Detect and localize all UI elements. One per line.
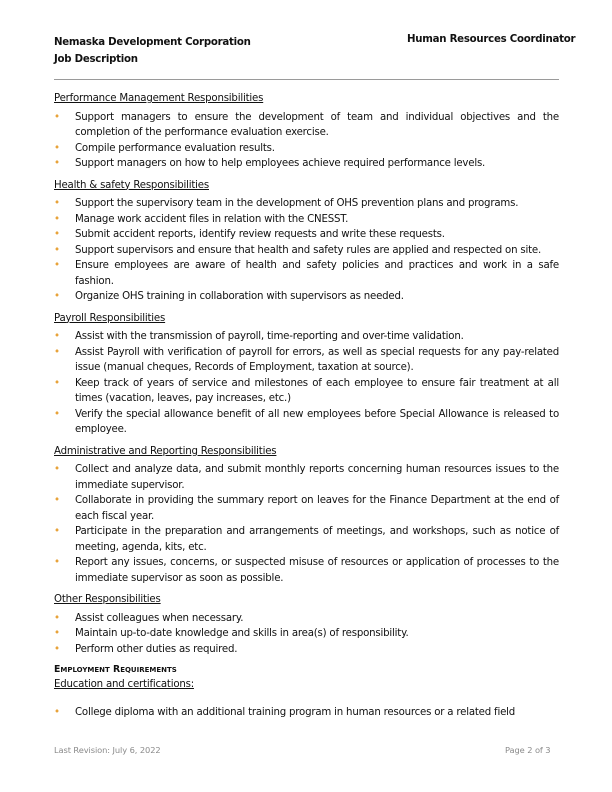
bullet-icon: • — [54, 643, 60, 655]
list-item-text: Organize OHS training in collaboration with supervisors as needed. — [75, 291, 404, 302]
document-type: Job Description — [54, 54, 138, 65]
list-item — [54, 196, 559, 212]
bullet-icon: • — [54, 229, 60, 240]
employment-requirements-heading — [54, 663, 559, 677]
list-item-text: Assist colleagues when necessary. — [75, 612, 244, 624]
list-item-text: Support managers on how to help employees achieve required performance levels. — [75, 158, 486, 169]
employment-requirements-heading-text: Employment Requirements — [54, 664, 177, 675]
list-item — [54, 329, 559, 345]
bullet-icon: • — [54, 158, 60, 169]
list-item-text: Keep track of years of service and milestones of each employee to ensure fair treatment at all times (vacation, leaves, pay increases, etc.) — [75, 377, 559, 404]
bullet-list — [54, 329, 559, 438]
bullet-icon: • — [54, 331, 60, 342]
education-subheading: Education and certifications: — [54, 679, 194, 690]
list-item — [54, 462, 559, 493]
section-heading: Health & safety Responsibilities — [54, 179, 209, 191]
bullet-icon: • — [54, 464, 60, 475]
section-heading: Performance Management Responsibilities — [54, 93, 264, 104]
list-item-text: Support managers to ensure the development of team and individual objectives and the completion of the performance evaluation exercise. — [75, 111, 559, 138]
list-item-text: Submit accident reports, identify review requests and write these requests. — [75, 229, 445, 240]
list-item — [54, 141, 559, 157]
bullet-list — [54, 611, 559, 658]
bullet-icon: • — [54, 495, 60, 506]
bullet-icon: • — [54, 526, 60, 537]
bullet-list — [54, 462, 559, 586]
list-item — [54, 289, 559, 305]
bullet-icon: • — [54, 142, 60, 154]
bullet-icon: • — [54, 198, 60, 209]
bullet-icon: • — [54, 377, 60, 389]
list-item — [54, 642, 559, 658]
header-divider — [54, 79, 559, 80]
list-item — [54, 705, 559, 721]
list-item — [54, 626, 559, 642]
list-item — [54, 555, 559, 586]
bullet-icon: • — [54, 111, 60, 123]
position-title: Human Resources Coordinator — [407, 34, 576, 45]
bullet-icon: • — [54, 628, 60, 639]
list-item-text: Collect and analyze data, and submit monthly reports concerning human resources issues to the immediate supervisor. — [75, 464, 559, 491]
footer-page-number: Page 2 of 3 — [505, 745, 551, 755]
bullet-icon: • — [54, 291, 60, 302]
list-item — [54, 611, 559, 627]
list-item-text: Participate in the preparation and arrangements of meetings, and workshops, such as notice of meeting, agenda, kits, etc. — [75, 526, 559, 553]
list-item-text: Assist Payroll with verification of payroll for errors, as well as special requests for any pay-related issue (manual cheques, Records of Employment, taxation at source). — [75, 346, 559, 373]
list-item-text: Verify the special allowance benefit of all new employees before Special Allowance is released to employee. — [75, 408, 559, 435]
section-heading: Administrative and Reporting Responsibilities — [54, 445, 277, 457]
bullet-icon: • — [54, 244, 60, 256]
bullet-icon: • — [54, 260, 60, 271]
list-item-text: Compile performance evaluation results. — [75, 142, 275, 154]
bullet-icon: • — [54, 706, 60, 718]
bullet-icon: • — [54, 557, 60, 568]
list-item — [54, 493, 559, 524]
list-item-text: Manage work accident files in relation with the CNESST. — [75, 213, 349, 225]
list-item-text: Support the supervisory team in the development of OHS prevention plans and programs. — [75, 198, 519, 209]
list-item — [54, 156, 559, 172]
list-item — [54, 243, 559, 259]
bullet-icon: • — [54, 346, 60, 358]
section-heading: Payroll Responsibilities — [54, 312, 166, 324]
list-item — [54, 376, 559, 407]
list-item-text: Assist with the transmission of payroll, time-reporting and over-time validation. — [75, 331, 464, 342]
list-item-text: Report any issues, concerns, or suspected misuse of resources or application of processes to the immediate supervisor as soon as possible. — [75, 557, 559, 584]
bullet-list — [54, 110, 559, 172]
list-item-text: Perform other duties as required. — [75, 643, 238, 655]
list-item-text: Support supervisors and ensure that health and safety rules are applied and respected on site. — [75, 244, 542, 256]
bullet-icon: • — [54, 408, 60, 420]
list-item-text: College diploma with an additional training program in human resources or a related field — [75, 706, 516, 718]
list-item-text: Ensure employees are aware of health and safety policies and practices and work in a safe fashion. — [75, 260, 559, 287]
list-item — [54, 407, 559, 438]
bullet-list — [54, 196, 559, 305]
header-left — [54, 34, 251, 68]
list-item — [54, 345, 559, 376]
list-item — [54, 212, 559, 228]
list-item-text: Maintain up-to-date knowledge and skills in area(s) of responsibility. — [75, 628, 409, 639]
section-heading: Other Responsibilities — [54, 594, 161, 605]
list-item — [54, 524, 559, 555]
list-item — [54, 227, 559, 243]
bullet-icon: • — [54, 213, 60, 225]
document-body — [54, 91, 559, 726]
list-item-text: Collaborate in providing the summary report on leaves for the Finance Department at the end of each fiscal year. — [75, 495, 559, 522]
company-name: Nemaska Development Corporation — [54, 37, 251, 48]
list-item — [54, 258, 559, 289]
bullet-list — [54, 705, 559, 721]
bullet-icon: • — [54, 612, 60, 624]
footer-revision: Last Revision: July 6, 2022 — [54, 745, 161, 755]
list-item — [54, 110, 559, 141]
